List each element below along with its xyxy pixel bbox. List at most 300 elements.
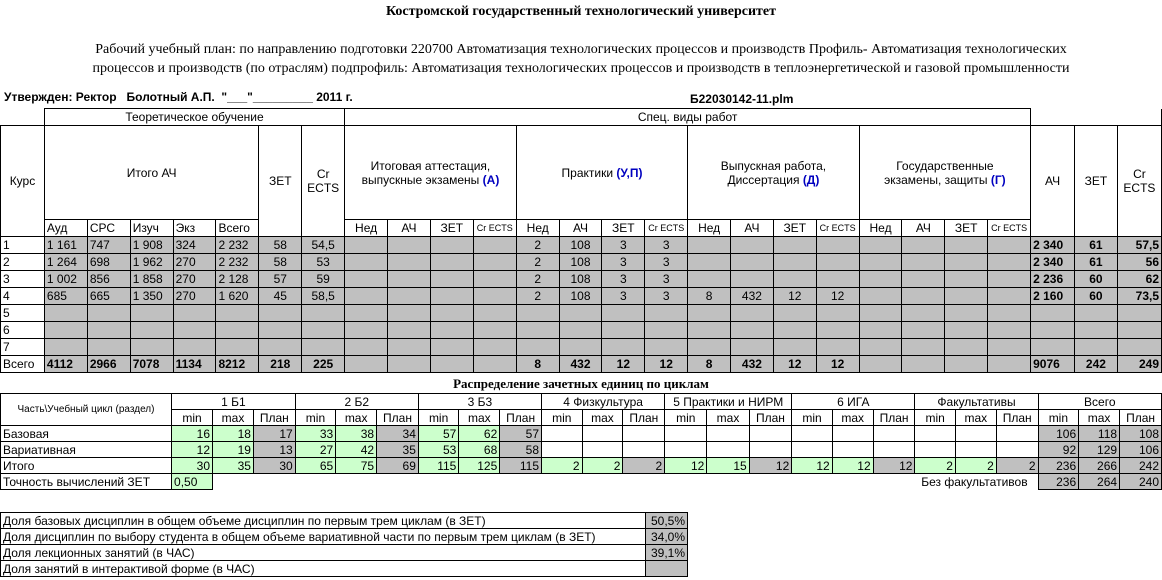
- cycle-subheader: min: [792, 410, 832, 426]
- plan-description: [0, 40, 1162, 78]
- graduation-cell: [731, 271, 774, 288]
- graduation-cell: [816, 271, 859, 288]
- total-ach-cell: 9076: [1031, 356, 1075, 373]
- hours-cell: [216, 339, 259, 356]
- attestation-cell: [430, 237, 473, 254]
- total-cr-cell: 73,5: [1117, 288, 1161, 305]
- practice-cell: [559, 322, 602, 339]
- cycle-subheader: min: [1038, 410, 1079, 426]
- spec-subheader: Нед: [516, 220, 559, 237]
- practice-cell: [645, 339, 688, 356]
- practice-cell: 2: [516, 237, 559, 254]
- graduation-cell: [816, 305, 859, 322]
- hours-cell: [173, 305, 216, 322]
- share-row: [1, 561, 688, 577]
- share-label: Доля дисциплин по выбору студента в общем объеме вариативной части по первым трем циклам (в ЗЕТ): [1, 529, 646, 545]
- cycle-value-cell: 12: [749, 458, 792, 474]
- cycle-value-cell: 106: [1120, 442, 1162, 458]
- hours-cell: 1 962: [130, 254, 173, 271]
- cr-cell: 54,5: [302, 237, 345, 254]
- hours-cell: 747: [87, 237, 130, 254]
- cycle-value-cell: 2: [542, 458, 582, 474]
- state-exam-cell: [988, 237, 1031, 254]
- practices-header: Практики (У,П): [516, 126, 687, 220]
- cycle-value-cell: [955, 442, 996, 458]
- cr-ects-header: Cr ECTS: [302, 126, 345, 237]
- cycle-value-cell: 35: [377, 442, 419, 458]
- course-cell: 2: [1, 254, 45, 271]
- cycle-header: Факультативы: [915, 394, 1038, 410]
- plan-line-2: процессов и производств (по отраслям) подпрофиль: Автоматизация технологических процессов и производств в теплоэнергетической и газовой промышленности: [92, 61, 1070, 76]
- state-exam-cell: [902, 254, 945, 271]
- cycle-value-cell: 16: [172, 426, 213, 442]
- attestation-cell: [473, 254, 516, 271]
- total-cr-cell: 57,5: [1117, 237, 1161, 254]
- cycle-value-cell: 129: [1079, 442, 1120, 458]
- accuracy-row: [1, 474, 1162, 490]
- cycle-value-cell: 57: [418, 426, 458, 442]
- cycle-value-cell: 125: [459, 458, 500, 474]
- attestation-cell: [388, 322, 431, 339]
- cycle-subheader: min: [295, 410, 335, 426]
- part-cycle-header: Часть\Учебный цикл (раздел): [1, 394, 172, 426]
- state-exam-cell: [902, 271, 945, 288]
- attestation-cell: [388, 254, 431, 271]
- state-exam-cell: [902, 288, 945, 305]
- state-exam-cell: [902, 305, 945, 322]
- attestation-cell: [430, 322, 473, 339]
- cycle-value-cell: 15: [707, 458, 749, 474]
- practice-cell: 3: [602, 237, 645, 254]
- cycle-value-cell: 69: [377, 458, 419, 474]
- hours-cell: 324: [173, 237, 216, 254]
- graduation-cell: [773, 322, 816, 339]
- state-exam-cell: [859, 305, 902, 322]
- cycle-value-cell: 42: [336, 442, 377, 458]
- total-cr-cell: [1117, 305, 1161, 322]
- total-zet-cell: [1075, 305, 1118, 322]
- cycle-value-cell: [707, 442, 749, 458]
- cycle-value-cell: 18: [213, 426, 254, 442]
- theory-subheader: Изуч: [130, 220, 173, 237]
- share-label: Доля занятий в интерактивой форме (в ЧАС): [1, 561, 646, 577]
- cycle-subheader: min: [915, 410, 955, 426]
- hours-cell: 698: [87, 254, 130, 271]
- graduation-cell: [773, 305, 816, 322]
- share-row: [1, 545, 688, 561]
- practice-cell: 108: [559, 271, 602, 288]
- spec-subheader: ЗЕТ: [773, 220, 816, 237]
- attestation-cell: [473, 322, 516, 339]
- share-value: 50,5%: [646, 513, 688, 529]
- graduation-cell: 12: [773, 288, 816, 305]
- attestation-cell: [473, 305, 516, 322]
- total-zet-cell: 60: [1075, 271, 1118, 288]
- plan-file-name: Б22030142-11.plm: [690, 92, 794, 106]
- hours-cell: 270: [173, 254, 216, 271]
- total-zet-cell: 61: [1075, 254, 1118, 271]
- practice-cell: 2: [516, 288, 559, 305]
- practice-cell: [602, 322, 645, 339]
- graduation-cell: [773, 339, 816, 356]
- attestation-cell: [388, 356, 431, 373]
- cycle-value-cell: [832, 426, 873, 442]
- course-row: [1, 237, 1162, 254]
- graduation-cell: 8: [688, 288, 731, 305]
- course-header: Курс: [1, 126, 45, 237]
- attestation-cell: [473, 339, 516, 356]
- hours-cell: [87, 322, 130, 339]
- cycle-value-cell: 12: [873, 458, 915, 474]
- cycle-value-cell: 12: [792, 458, 832, 474]
- total-cr-cell: [1117, 339, 1161, 356]
- cycle-row-label: Базовая: [1, 426, 172, 442]
- hours-cell: 665: [87, 288, 130, 305]
- cycle-subheader: min: [418, 410, 458, 426]
- total-ach-header: Итого АЧ: [44, 126, 258, 220]
- graduation-cell: [688, 322, 731, 339]
- cycle-value-cell: 2: [623, 458, 665, 474]
- total-zet-cell: 61: [1075, 237, 1118, 254]
- practice-cell: [516, 339, 559, 356]
- hours-cell: [130, 305, 173, 322]
- cycle-value-cell: [582, 426, 623, 442]
- hours-cell: [173, 339, 216, 356]
- cycle-value-cell: [542, 426, 582, 442]
- practice-cell: [516, 305, 559, 322]
- cycle-value-cell: 53: [418, 442, 458, 458]
- state-exam-cell: [988, 271, 1031, 288]
- graduation-cell: [688, 305, 731, 322]
- total-cr-cell: 62: [1117, 271, 1161, 288]
- cycle-subheader: max: [459, 410, 500, 426]
- total-ach-col-header: АЧ: [1031, 126, 1075, 237]
- state-exam-cell: [859, 271, 902, 288]
- practice-cell: [559, 339, 602, 356]
- cycle-value-cell: 106: [1038, 426, 1079, 442]
- total-ach-cell: [1031, 322, 1075, 339]
- course-cell: 3: [1, 271, 45, 288]
- zet-header: ЗЕТ: [259, 126, 302, 237]
- practice-cell: [645, 322, 688, 339]
- cycle-header: 3 Б3: [418, 394, 541, 410]
- cr-cell: [302, 305, 345, 322]
- state-exam-cell: [859, 237, 902, 254]
- practice-cell: [602, 339, 645, 356]
- practice-cell: 3: [645, 288, 688, 305]
- course-row: [1, 322, 1162, 339]
- practice-cell: 2: [516, 271, 559, 288]
- graduation-cell: [816, 322, 859, 339]
- zet-cell: [259, 305, 302, 322]
- cycle-value-cell: [996, 426, 1038, 442]
- graduation-cell: [816, 237, 859, 254]
- total-row: [1, 356, 1162, 373]
- state-exam-cell: [945, 271, 988, 288]
- hours-cell: [44, 339, 87, 356]
- attestation-cell: [388, 305, 431, 322]
- share-value: 39,1%: [646, 545, 688, 561]
- graduation-cell: [816, 339, 859, 356]
- hours-cell: 1 002: [44, 271, 87, 288]
- cycle-value-cell: 58: [500, 442, 542, 458]
- attestation-header: Итоговая аттестация, выпускные экзамены (А): [345, 126, 517, 220]
- cycle-value-cell: 68: [459, 442, 500, 458]
- graduation-cell: [688, 237, 731, 254]
- cycle-value-cell: 27: [295, 442, 335, 458]
- share-label: Доля лекционных занятий (в ЧАС): [1, 545, 646, 561]
- cycle-header: 5 Практики и НИРМ: [665, 394, 792, 410]
- state-exam-cell: [945, 305, 988, 322]
- practice-cell: 3: [602, 288, 645, 305]
- cycle-value-cell: 2: [996, 458, 1038, 474]
- cycle-value-cell: 236: [1038, 458, 1079, 474]
- graduation-work-header: Выпускная работа, Диссертация (Д): [688, 126, 859, 220]
- attestation-cell: [345, 254, 388, 271]
- state-exam-cell: [945, 356, 988, 373]
- state-exam-cell: [902, 356, 945, 373]
- hours-cell: [130, 339, 173, 356]
- cycle-value-cell: 30: [253, 458, 295, 474]
- cycle-subheader: max: [955, 410, 996, 426]
- total-zet-cell: 242: [1075, 356, 1118, 373]
- hours-cell: 856: [87, 271, 130, 288]
- attestation-cell: [430, 271, 473, 288]
- graduation-cell: [773, 254, 816, 271]
- state-exam-cell: [859, 322, 902, 339]
- cycle-value-cell: 2: [955, 458, 996, 474]
- cr-cell: [302, 322, 345, 339]
- graduation-cell: [731, 322, 774, 339]
- no-fac-value: 236: [1038, 474, 1079, 490]
- spec-subheader: Нед: [859, 220, 902, 237]
- cycle-value-cell: [623, 442, 665, 458]
- hours-cell: 2 128: [216, 271, 259, 288]
- state-exam-cell: [988, 322, 1031, 339]
- cycle-value-cell: 57: [500, 426, 542, 442]
- cycle-value-cell: 108: [1120, 426, 1162, 442]
- attestation-cell: [345, 322, 388, 339]
- state-exam-cell: [902, 339, 945, 356]
- cycle-value-cell: 13: [253, 442, 295, 458]
- hours-cell: 270: [173, 288, 216, 305]
- hours-cell: [87, 339, 130, 356]
- share-row: [1, 529, 688, 545]
- cycle-value-cell: [749, 426, 792, 442]
- hours-cell: 270: [173, 271, 216, 288]
- cycle-value-cell: 35: [213, 458, 254, 474]
- graduation-cell: 432: [731, 288, 774, 305]
- cycle-subheader: max: [832, 410, 873, 426]
- cycle-subheader: План: [623, 410, 665, 426]
- hours-cell: 1 908: [130, 237, 173, 254]
- practice-cell: 108: [559, 237, 602, 254]
- course-cell: 1: [1, 237, 45, 254]
- hours-cell: [216, 305, 259, 322]
- course-row: [1, 288, 1162, 305]
- graduation-cell: 12: [773, 356, 816, 373]
- cycle-value-cell: 115: [500, 458, 542, 474]
- spec-subheader: ЗЕТ: [602, 220, 645, 237]
- state-exams-header: Государственные экзамены, защиты (Г): [859, 126, 1030, 220]
- state-exam-cell: [859, 288, 902, 305]
- cycle-value-cell: 19: [213, 442, 254, 458]
- cycle-subheader: План: [749, 410, 792, 426]
- state-exam-cell: [945, 237, 988, 254]
- practice-cell: [516, 322, 559, 339]
- practice-cell: 8: [516, 356, 559, 373]
- spec-subheader: Cr ECTS: [988, 220, 1031, 237]
- cycle-subheader: План: [1120, 410, 1162, 426]
- course-row: [1, 254, 1162, 271]
- practice-cell: [645, 305, 688, 322]
- total-ach-cell: 2 340: [1031, 254, 1075, 271]
- total-cr-cell: 249: [1117, 356, 1161, 373]
- shares-table: [0, 512, 688, 577]
- cycle-value-cell: 115: [418, 458, 458, 474]
- theory-subheader: Ауд: [44, 220, 87, 237]
- cycle-row: [1, 458, 1162, 474]
- graduation-cell: [816, 254, 859, 271]
- attestation-cell: [388, 271, 431, 288]
- attestation-cell: [473, 271, 516, 288]
- total-zet-cell: 60: [1075, 288, 1118, 305]
- cycle-subheader: План: [996, 410, 1038, 426]
- cycle-value-cell: 266: [1079, 458, 1120, 474]
- spec-subheader: Нед: [345, 220, 388, 237]
- cycle-value-cell: 12: [665, 458, 707, 474]
- cycle-value-cell: [792, 426, 832, 442]
- cr-cell: [302, 339, 345, 356]
- total-cr-col-header: Cr ECTS: [1117, 126, 1161, 237]
- cr-cell: 59: [302, 271, 345, 288]
- cycle-value-cell: [792, 442, 832, 458]
- special-works-header: Спец. виды работ: [345, 109, 1031, 126]
- graduation-cell: [731, 339, 774, 356]
- attestation-cell: [388, 339, 431, 356]
- total-ach-cell: [1031, 305, 1075, 322]
- cycle-row-label: Вариативная: [1, 442, 172, 458]
- state-exam-cell: [945, 288, 988, 305]
- cycle-value-cell: [873, 442, 915, 458]
- graduation-cell: 12: [816, 356, 859, 373]
- cr-cell: 225: [302, 356, 345, 373]
- total-cr-cell: [1117, 322, 1161, 339]
- cycle-value-cell: [623, 426, 665, 442]
- attestation-cell: [345, 288, 388, 305]
- spec-subheader: ЗЕТ: [430, 220, 473, 237]
- zet-cell: 58: [259, 254, 302, 271]
- hours-cell: [87, 305, 130, 322]
- cycle-subheader: min: [665, 410, 707, 426]
- attestation-cell: [473, 237, 516, 254]
- hours-cell: [44, 305, 87, 322]
- cycle-value-cell: 12: [172, 442, 213, 458]
- state-exam-cell: [945, 322, 988, 339]
- cycle-value-cell: [749, 442, 792, 458]
- attestation-cell: [430, 305, 473, 322]
- approved-line: Утвержден: Ректор Болотный А.П. "___"_________ 2011 г.: [4, 90, 353, 104]
- course-cell: 4: [1, 288, 45, 305]
- share-label: Доля базовых дисциплин в общем объеме дисциплин по первым трем циклам (в ЗЕТ): [1, 513, 646, 529]
- cycle-subheader: План: [500, 410, 542, 426]
- cycle-value-cell: [582, 442, 623, 458]
- hours-cell: 2 232: [216, 254, 259, 271]
- theory-subheader: Всего: [216, 220, 259, 237]
- hours-cell: 685: [44, 288, 87, 305]
- cycle-value-cell: [665, 442, 707, 458]
- accuracy-label: Точность вычислений ЗЕТ: [1, 474, 172, 490]
- cycle-subheader: max: [336, 410, 377, 426]
- state-exam-cell: [988, 339, 1031, 356]
- course-row: [1, 339, 1162, 356]
- cycle-value-cell: 118: [1079, 426, 1120, 442]
- graduation-cell: [688, 339, 731, 356]
- cycle-value-cell: [707, 426, 749, 442]
- cycle-value-cell: [665, 426, 707, 442]
- share-value: [646, 561, 688, 577]
- cycle-value-cell: [542, 442, 582, 458]
- practice-cell: 108: [559, 254, 602, 271]
- cycle-subheader: min: [542, 410, 582, 426]
- cycle-row: [1, 442, 1162, 458]
- university-title: Костромской государственный технологический университет: [385, 4, 777, 19]
- cycle-value-cell: 65: [295, 458, 335, 474]
- practice-cell: [602, 305, 645, 322]
- attestation-cell: [388, 288, 431, 305]
- attestation-cell: [345, 305, 388, 322]
- zet-cell: 218: [259, 356, 302, 373]
- cycle-value-cell: 38: [336, 426, 377, 442]
- course-cell: 7: [1, 339, 45, 356]
- hours-cell: 1 858: [130, 271, 173, 288]
- credits-distribution-title: Распределение зачетных единиц по циклам: [453, 376, 709, 391]
- spec-subheader: АЧ: [388, 220, 431, 237]
- course-cell: Всего: [1, 356, 45, 373]
- attestation-cell: [430, 356, 473, 373]
- cycle-value-cell: [996, 442, 1038, 458]
- graduation-cell: [688, 271, 731, 288]
- attestation-cell: [345, 339, 388, 356]
- state-exam-cell: [859, 356, 902, 373]
- total-zet-cell: [1075, 339, 1118, 356]
- course-cell: 5: [1, 305, 45, 322]
- cycle-row: [1, 426, 1162, 442]
- accuracy-value: 0,50: [172, 474, 213, 490]
- zet-cell: 45: [259, 288, 302, 305]
- state-exam-cell: [902, 237, 945, 254]
- cycle-subheader: max: [1079, 410, 1120, 426]
- cycle-header: 4 Физкультура: [542, 394, 665, 410]
- share-row: [1, 513, 688, 529]
- attestation-cell: [473, 356, 516, 373]
- cycle-value-cell: 30: [172, 458, 213, 474]
- attestation-cell: [430, 254, 473, 271]
- no-fac-label: Без факультативов: [921, 474, 1028, 489]
- practice-cell: 2: [516, 254, 559, 271]
- cycle-subheader: План: [377, 410, 419, 426]
- practice-cell: 12: [645, 356, 688, 373]
- hours-cell: 2 232: [216, 237, 259, 254]
- state-exam-cell: [902, 322, 945, 339]
- practice-cell: 432: [559, 356, 602, 373]
- hours-cell: 1 264: [44, 254, 87, 271]
- practice-cell: 108: [559, 288, 602, 305]
- hours-cell: 1 350: [130, 288, 173, 305]
- cycle-value-cell: [955, 426, 996, 442]
- hours-cell: 2966: [87, 356, 130, 373]
- graduation-cell: 12: [816, 288, 859, 305]
